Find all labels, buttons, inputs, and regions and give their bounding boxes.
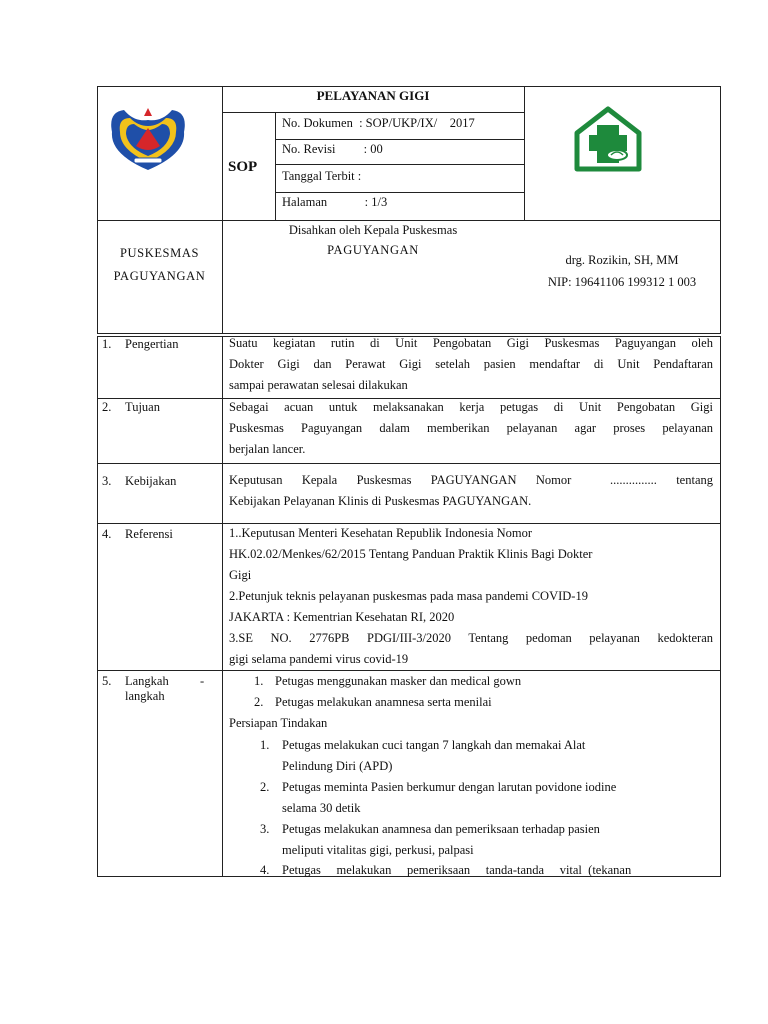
pengertian-text bbox=[229, 333, 713, 396]
signer-name: drg. Rozikin, SH, MM bbox=[565, 253, 679, 267]
no-dokumen: No. Dokumen : SOP/UKP/IX/ 2017 bbox=[282, 116, 475, 130]
text-line: 3.SE NO. 2776PB PDGI/III-3/2020 Tentang pedoman pelayanan kedokteran bbox=[229, 631, 713, 645]
section-label-langkah-line1: Langkah - bbox=[125, 674, 205, 688]
step-text: Petugas meminta Pasien berkumur dengan larutan povidone iodine bbox=[282, 780, 617, 794]
text-line: Keputusan Kepala Puskesmas PAGUYANGAN Nomor ............... tentang bbox=[229, 473, 713, 487]
text-line: HK.02.02/Menkes/62/2015 Tentang Panduan Praktik Klinis Bagi Dokter bbox=[229, 547, 593, 561]
step-number: 1. bbox=[260, 738, 270, 752]
text-line: berjalan lancer. bbox=[229, 442, 306, 456]
puskesmas-cross-icon bbox=[567, 103, 649, 175]
step-number: 1. bbox=[254, 674, 264, 688]
text-line: Dokter Gigi dan Perawat Gigi setelah pasien mendaftar di Unit Pendaftaran bbox=[229, 357, 713, 371]
text-line: Sebagai acuan untuk melaksanakan kerja petugas di Unit Pengobatan Gigi bbox=[229, 400, 713, 414]
text-line: Puskesmas Paguyangan dalam memberikan pelayanan agar proses pelayanan bbox=[229, 421, 713, 435]
step-number: 2. bbox=[260, 780, 270, 794]
document-title: PELAYANAN GIGI bbox=[316, 88, 430, 103]
halaman: Halaman : 1/3 bbox=[282, 195, 388, 209]
text-line: Kebijakan Pelayanan Klinis di Puskesmas PAGUYANGAN. bbox=[229, 494, 532, 508]
section-label-tujuan: Tujuan bbox=[125, 400, 160, 414]
kebijakan-text bbox=[229, 470, 713, 512]
section-number: 2. bbox=[102, 400, 112, 414]
text-line: JAKARTA : Kementrian Kesehatan RI, 2020 bbox=[229, 610, 455, 624]
step-number: 2. bbox=[254, 695, 264, 709]
step-number: 3. bbox=[260, 822, 270, 836]
step-text: Petugas melakukan anamnesa serta menilai bbox=[275, 695, 492, 709]
subheading-persiapan: Persiapan Tindakan bbox=[229, 716, 328, 730]
text-line: 1..Keputusan Menteri Kesehatan Republik Indonesia Nomor bbox=[229, 526, 533, 540]
step-text: Petugas melakukan cuci tangan 7 langkah dan memakai Alat bbox=[282, 738, 586, 752]
step-text: Petugas menggunakan masker dan medical gown bbox=[275, 674, 522, 688]
section-number: 4. bbox=[102, 527, 112, 541]
step-text: Petugas melakukan pemeriksaan tanda-tanda vital (tekanan bbox=[282, 863, 632, 877]
section-label-referensi: Referensi bbox=[125, 527, 173, 541]
step-text: Pelindung Diri (APD) bbox=[282, 759, 393, 773]
tanggal-terbit: Tanggal Terbit : bbox=[282, 169, 362, 183]
section-number: 3. bbox=[102, 474, 112, 488]
section-label-langkah-line2: langkah bbox=[125, 689, 165, 703]
section-number: 1. bbox=[102, 337, 112, 351]
referensi-text bbox=[229, 523, 713, 670]
step-text: Petugas melakukan anamnesa dan pemeriksaan terhadap pasien bbox=[282, 822, 600, 836]
section-number: 5. bbox=[102, 674, 112, 688]
text-line: Suatu kegiatan rutin di Unit Pengobatan Gigi Puskesmas Paguyangan oleh bbox=[229, 336, 713, 350]
disahkan-line1: Disahkan oleh Kepala Puskesmas bbox=[288, 223, 458, 237]
puskesmas-name-line2: PAGUYANGAN bbox=[113, 269, 206, 283]
step-number: 4. bbox=[260, 863, 270, 877]
text-line: sampai perawatan selesai dilakukan bbox=[229, 378, 408, 392]
tujuan-text bbox=[229, 397, 713, 460]
text-line: Gigi bbox=[229, 568, 252, 582]
disahkan-line2: PAGUYANGAN bbox=[327, 243, 419, 257]
section-label-kebijakan: Kebijakan bbox=[125, 474, 177, 488]
text-line: gigi selama pandemi virus covid-19 bbox=[229, 652, 409, 666]
step-text: meliputi vitalitas gigi, perkusi, palpasi bbox=[282, 843, 474, 857]
sop-label: SOP bbox=[228, 159, 258, 175]
signer-nip: NIP: 19641106 199312 1 003 bbox=[547, 275, 697, 289]
step-text: selama 30 detik bbox=[282, 801, 361, 815]
text-line: 2.Petunjuk teknis pelayanan puskesmas pada masa pandemi COVID-19 bbox=[229, 589, 588, 603]
no-revisi: No. Revisi : 00 bbox=[282, 142, 383, 156]
regency-emblem-icon bbox=[104, 102, 192, 176]
section-label-pengertian: Pengertian bbox=[125, 337, 179, 351]
puskesmas-name-line1: PUSKESMAS bbox=[119, 246, 200, 260]
